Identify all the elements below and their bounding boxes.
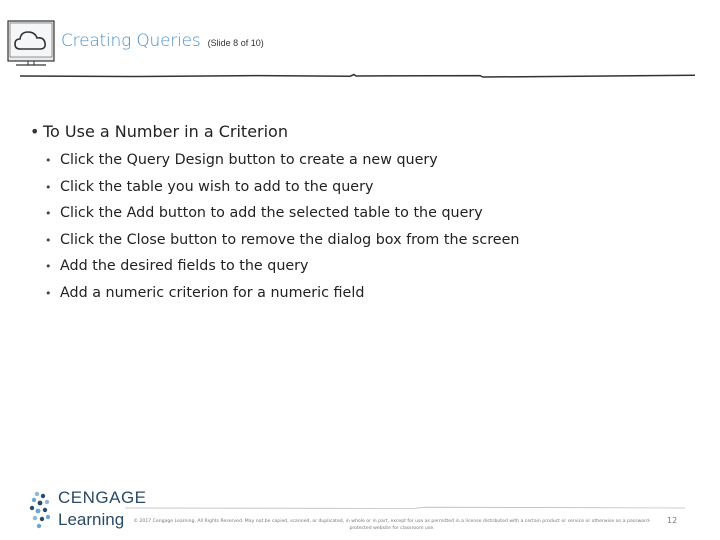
bullet-dot: • [45, 233, 52, 247]
list-item [45, 230, 519, 257]
main-bullet-text: To Use a Number in a Criterion [43, 122, 288, 141]
bullet-dot: • [30, 122, 40, 141]
list-item-text: Click the table you wish to add to the query [60, 178, 374, 195]
footer-divider [125, 505, 685, 511]
cloud-monitor-icon [6, 19, 56, 69]
list-item-text: Add the desired fields to the query [60, 258, 309, 275]
main-bullet [30, 122, 288, 141]
list-item [45, 203, 519, 230]
title-suffix: (Slide 8 of 10) [207, 38, 264, 48]
bullet-dot: • [45, 260, 52, 274]
list-item [45, 177, 519, 204]
list-item [45, 256, 519, 283]
cengage-dots-logo [28, 490, 56, 530]
list-item [45, 283, 519, 310]
bullet-dot: • [45, 207, 52, 221]
sub-bullet-list [45, 150, 519, 310]
brand-line-2: Learning [58, 510, 125, 529]
copyright-notice: © 2017 Cengage Learning. All Rights Reserved. May not be copied, scanned, or duplicated, in whole or in part, except for use as permitted in a license distributed with a certain product or service or otherwise on a password-protected website for classroom use. [133, 519, 651, 531]
list-item-text: Click the Add button to add the selected table to the query [60, 205, 483, 222]
slide-title [61, 31, 264, 51]
cengage-logo [28, 488, 147, 532]
list-item-text: Add a numeric criterion for a numeric field [60, 284, 365, 301]
brand-line-1: CENGAGE [58, 488, 147, 507]
list-item [45, 150, 519, 177]
page-number: 12 [667, 516, 678, 525]
bullet-dot: • [45, 180, 52, 194]
list-item-text: Click the Close button to remove the dialog box from the screen [60, 231, 520, 248]
title-text: Creating Queries [61, 31, 201, 51]
bullet-dot: • [45, 286, 52, 300]
bullet-dot: • [45, 154, 52, 167]
list-item-text: Click the Query Design button to create a new query [60, 152, 438, 168]
header-divider [20, 70, 700, 82]
